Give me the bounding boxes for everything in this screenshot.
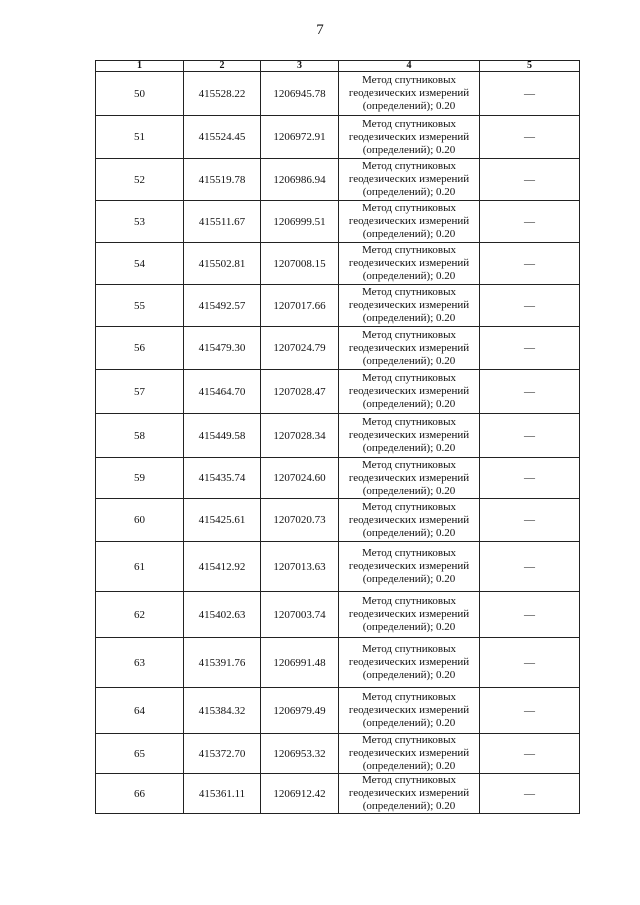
table-row bbox=[96, 542, 580, 592]
dash-cell: — bbox=[480, 774, 580, 814]
dash-cell: — bbox=[480, 72, 580, 116]
method-text-line: геодезических измерений bbox=[348, 656, 470, 668]
method-cell bbox=[339, 458, 480, 499]
y-coordinate-cell: 1207024.60 bbox=[261, 458, 339, 499]
column-header: 5 bbox=[480, 61, 580, 72]
method-text-line: геодезических измерений bbox=[348, 385, 470, 397]
method-text-line: геодезических измерений bbox=[348, 747, 470, 759]
dash-cell: — bbox=[480, 458, 580, 499]
table-row bbox=[96, 638, 580, 688]
method-text-line: (определений); 0.20 bbox=[362, 312, 456, 324]
x-coordinate-cell: 415528.22 bbox=[184, 72, 261, 116]
column-header: 3 bbox=[261, 61, 339, 72]
method-text-line: геодезических измерений bbox=[348, 341, 470, 354]
point-number-cell: 66 bbox=[96, 774, 184, 814]
method-text-line: Метод спутниковых bbox=[362, 286, 456, 298]
method-text-line: Метод спутниковых bbox=[362, 372, 456, 384]
method-cell bbox=[339, 285, 480, 327]
method-cell bbox=[339, 688, 480, 734]
method-text-line: Метод спутниковых bbox=[362, 734, 456, 746]
y-coordinate-cell: 1206972.91 bbox=[261, 116, 339, 159]
x-coordinate-cell: 415464.70 bbox=[184, 370, 261, 414]
method-text-line: (определений); 0.20 bbox=[362, 186, 456, 198]
point-number-cell: 55 bbox=[96, 285, 184, 327]
x-coordinate-cell: 415425.61 bbox=[184, 499, 261, 542]
method-text-line: Метод спутниковых bbox=[362, 643, 456, 655]
point-number-cell: 62 bbox=[96, 592, 184, 638]
y-coordinate-cell: 1207003.74 bbox=[261, 592, 339, 638]
method-cell bbox=[339, 414, 480, 458]
point-number-cell: 64 bbox=[96, 688, 184, 734]
point-number-cell: 54 bbox=[96, 243, 184, 285]
method-cell bbox=[339, 542, 480, 592]
y-coordinate-cell: 1207028.47 bbox=[261, 370, 339, 414]
method-cell bbox=[339, 592, 480, 638]
dash-cell: — bbox=[480, 688, 580, 734]
method-cell bbox=[339, 734, 480, 774]
table-row bbox=[96, 116, 580, 159]
method-text-line: Метод спутниковых bbox=[362, 160, 456, 172]
method-text-line: (определений); 0.20 bbox=[362, 621, 456, 633]
point-number-cell: 50 bbox=[96, 72, 184, 116]
coordinates-table bbox=[95, 60, 580, 814]
table-row bbox=[96, 72, 580, 116]
dash-cell: — bbox=[480, 370, 580, 414]
method-cell bbox=[339, 327, 480, 370]
table-row bbox=[96, 327, 580, 370]
method-text-line: геодезических измерений bbox=[348, 787, 470, 799]
method-text-line: Метод спутниковых bbox=[362, 416, 456, 428]
method-cell bbox=[339, 116, 480, 159]
dash-cell: — bbox=[480, 734, 580, 774]
column-header: 1 bbox=[96, 61, 184, 72]
method-text-line: Метод спутниковых bbox=[362, 595, 456, 607]
x-coordinate-cell: 415479.30 bbox=[184, 327, 261, 370]
method-text-line: (определений); 0.20 bbox=[362, 100, 456, 112]
table-header-row bbox=[96, 61, 580, 72]
method-text-line: (определений); 0.20 bbox=[362, 573, 456, 585]
x-coordinate-cell: 415524.45 bbox=[184, 116, 261, 159]
table-row bbox=[96, 414, 580, 458]
method-text-line: геодезических измерений bbox=[348, 429, 470, 441]
y-coordinate-cell: 1206999.51 bbox=[261, 201, 339, 243]
method-text-line: геодезических измерений bbox=[348, 173, 470, 185]
dash-cell: — bbox=[480, 285, 580, 327]
point-number-cell: 53 bbox=[96, 201, 184, 243]
method-text-line: геодезических измерений bbox=[348, 608, 470, 620]
table-row bbox=[96, 688, 580, 734]
method-text-line: геодезических измерений bbox=[348, 513, 470, 526]
point-number-cell: 59 bbox=[96, 458, 184, 499]
method-cell bbox=[339, 243, 480, 285]
x-coordinate-cell: 415402.63 bbox=[184, 592, 261, 638]
column-header: 2 bbox=[184, 61, 261, 72]
method-cell bbox=[339, 638, 480, 688]
method-text-line: (определений); 0.20 bbox=[362, 442, 456, 454]
table-row bbox=[96, 774, 580, 814]
x-coordinate-cell: 415384.32 bbox=[184, 688, 261, 734]
table-row bbox=[96, 370, 580, 414]
method-text-line: геодезических измерений bbox=[348, 130, 470, 143]
dash-cell: — bbox=[480, 414, 580, 458]
method-text-line: Метод спутниковых bbox=[362, 691, 456, 703]
dash-cell: — bbox=[480, 116, 580, 159]
y-coordinate-cell: 1207020.73 bbox=[261, 499, 339, 542]
y-coordinate-cell: 1206979.49 bbox=[261, 688, 339, 734]
x-coordinate-cell: 415502.81 bbox=[184, 243, 261, 285]
point-number-cell: 56 bbox=[96, 327, 184, 370]
dash-cell: — bbox=[480, 243, 580, 285]
method-cell bbox=[339, 201, 480, 243]
column-header: 4 bbox=[339, 61, 480, 72]
method-text-line: Метод спутниковых bbox=[362, 328, 456, 341]
method-text-line: (определений); 0.20 bbox=[362, 669, 456, 681]
x-coordinate-cell: 415412.92 bbox=[184, 542, 261, 592]
point-number-cell: 60 bbox=[96, 499, 184, 542]
y-coordinate-cell: 1207028.34 bbox=[261, 414, 339, 458]
method-cell bbox=[339, 370, 480, 414]
point-number-cell: 51 bbox=[96, 116, 184, 159]
method-cell bbox=[339, 72, 480, 116]
table-row bbox=[96, 243, 580, 285]
table-row bbox=[96, 734, 580, 774]
method-text-line: геодезических измерений bbox=[348, 560, 470, 572]
method-text-line: Метод спутниковых bbox=[362, 547, 456, 559]
y-coordinate-cell: 1207008.15 bbox=[261, 243, 339, 285]
table-row bbox=[96, 458, 580, 499]
y-coordinate-cell: 1207013.63 bbox=[261, 542, 339, 592]
method-cell bbox=[339, 499, 480, 542]
method-text-line: геодезических измерений bbox=[348, 257, 470, 269]
table-row bbox=[96, 159, 580, 201]
x-coordinate-cell: 415449.58 bbox=[184, 414, 261, 458]
page-number: 7 bbox=[316, 22, 324, 38]
method-text-line: (определений); 0.20 bbox=[362, 484, 456, 497]
method-text-line: (определений); 0.20 bbox=[362, 143, 456, 156]
table-row bbox=[96, 201, 580, 243]
x-coordinate-cell: 415435.74 bbox=[184, 458, 261, 499]
x-coordinate-cell: 415361.11 bbox=[184, 774, 261, 814]
method-text-line: Метод спутниковых bbox=[362, 244, 456, 256]
method-text-line: Метод спутниковых bbox=[362, 500, 456, 513]
point-number-cell: 57 bbox=[96, 370, 184, 414]
table-row bbox=[96, 499, 580, 542]
dash-cell: — bbox=[480, 499, 580, 542]
method-text-line: Метод спутниковых bbox=[362, 202, 456, 214]
y-coordinate-cell: 1207017.66 bbox=[261, 285, 339, 327]
method-text-line: геодезических измерений bbox=[348, 704, 470, 716]
dash-cell: — bbox=[480, 159, 580, 201]
dash-cell: — bbox=[480, 638, 580, 688]
dash-cell: — bbox=[480, 542, 580, 592]
method-text-line: Метод спутниковых bbox=[362, 117, 456, 130]
x-coordinate-cell: 415492.57 bbox=[184, 285, 261, 327]
x-coordinate-cell: 415391.76 bbox=[184, 638, 261, 688]
point-number-cell: 58 bbox=[96, 414, 184, 458]
method-text-line: (определений); 0.20 bbox=[362, 398, 456, 410]
dash-cell: — bbox=[480, 592, 580, 638]
method-text-line: геодезических измерений bbox=[348, 471, 470, 484]
method-text-line: (определений); 0.20 bbox=[362, 354, 456, 367]
y-coordinate-cell: 1206912.42 bbox=[261, 774, 339, 814]
method-cell bbox=[339, 774, 480, 814]
dash-cell: — bbox=[480, 201, 580, 243]
table-row bbox=[96, 592, 580, 638]
y-coordinate-cell: 1207024.79 bbox=[261, 327, 339, 370]
point-number-cell: 63 bbox=[96, 638, 184, 688]
point-number-cell: 65 bbox=[96, 734, 184, 774]
method-text-line: геодезических измерений bbox=[348, 87, 470, 99]
y-coordinate-cell: 1206953.32 bbox=[261, 734, 339, 774]
method-text-line: (определений); 0.20 bbox=[362, 526, 456, 539]
method-text-line: Метод спутниковых bbox=[362, 774, 456, 786]
table-row bbox=[96, 285, 580, 327]
x-coordinate-cell: 415511.67 bbox=[184, 201, 261, 243]
y-coordinate-cell: 1206945.78 bbox=[261, 72, 339, 116]
method-text-line: геодезических измерений bbox=[348, 215, 470, 227]
method-text-line: (определений); 0.20 bbox=[362, 270, 456, 282]
method-text-line: (определений); 0.20 bbox=[362, 760, 456, 772]
method-text-line: (определений); 0.20 bbox=[362, 717, 456, 729]
x-coordinate-cell: 415372.70 bbox=[184, 734, 261, 774]
y-coordinate-cell: 1206986.94 bbox=[261, 159, 339, 201]
dash-cell: — bbox=[480, 327, 580, 370]
point-number-cell: 61 bbox=[96, 542, 184, 592]
method-text-line: геодезических измерений bbox=[348, 299, 470, 311]
point-number-cell: 52 bbox=[96, 159, 184, 201]
method-text-line: (определений); 0.20 bbox=[362, 228, 456, 240]
x-coordinate-cell: 415519.78 bbox=[184, 159, 261, 201]
method-text-line: Метод спутниковых bbox=[362, 74, 456, 86]
method-cell bbox=[339, 159, 480, 201]
y-coordinate-cell: 1206991.48 bbox=[261, 638, 339, 688]
method-text-line: Метод спутниковых bbox=[362, 458, 456, 471]
method-text-line: (определений); 0.20 bbox=[362, 800, 456, 812]
